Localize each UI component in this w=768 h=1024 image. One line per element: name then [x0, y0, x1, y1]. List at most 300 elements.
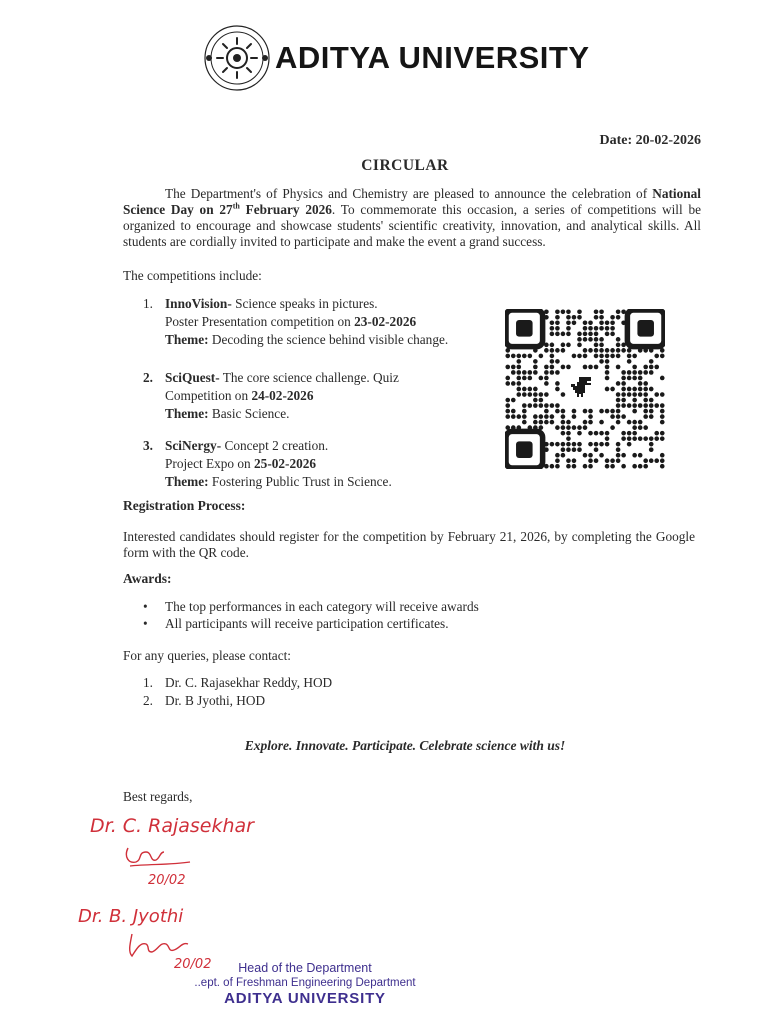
- qr-module: [627, 442, 632, 447]
- qr-module: [605, 436, 610, 441]
- qr-module: [599, 442, 604, 447]
- qr-module: [616, 458, 621, 463]
- qr-module: [577, 343, 582, 348]
- qr-module: [555, 348, 560, 353]
- qr-module: [561, 348, 566, 353]
- qr-module: [621, 392, 626, 397]
- qr-module: [566, 320, 571, 325]
- qr-module: [555, 409, 560, 414]
- qr-module: [588, 431, 593, 436]
- qr-module: [544, 365, 549, 370]
- competition-item: 2. SciQuest- The core science challenge. Quiz Competition on 24-02-2026 Theme: Basic Science.: [143, 370, 399, 421]
- qr-module: [572, 464, 577, 469]
- closing-regards: Best regards,: [123, 789, 193, 804]
- qr-module: [577, 332, 582, 337]
- qr-module: [555, 326, 560, 331]
- qr-module: [594, 447, 599, 452]
- qr-module: [561, 365, 566, 370]
- handwritten-signatures: [70, 808, 370, 978]
- qr-module: [605, 348, 610, 353]
- qr-module: [533, 403, 538, 408]
- qr-module: [605, 354, 610, 359]
- qr-module: [561, 453, 566, 458]
- qr-module: [566, 458, 571, 463]
- qr-module: [550, 464, 555, 469]
- qr-module: [638, 420, 643, 425]
- qr-module: [544, 392, 549, 397]
- qr-module: [583, 320, 588, 325]
- qr-module: [643, 403, 648, 408]
- qr-module: [588, 442, 593, 447]
- qr-module: [561, 414, 566, 419]
- qr-module: [511, 365, 516, 370]
- qr-module: [588, 453, 593, 458]
- qr-module: [505, 354, 510, 359]
- qr-module: [516, 376, 521, 381]
- competition-item: 3. SciNergy- Concept 2 creation. Project Expo on 25-02-2026 Theme: Fostering Public Trust in Science.: [143, 438, 392, 489]
- qr-module: [610, 425, 615, 430]
- qr-module: [627, 436, 632, 441]
- qr-module: [643, 464, 648, 469]
- qr-module: [632, 453, 637, 458]
- qr-module: [621, 370, 626, 375]
- qr-module: [528, 392, 533, 397]
- qr-module: [654, 431, 659, 436]
- qr-module: [505, 381, 510, 386]
- qr-module: [638, 387, 643, 392]
- qr-module: [605, 464, 610, 469]
- circular-date: Date: 20-02-2026: [599, 133, 701, 148]
- qr-module: [621, 348, 626, 353]
- qr-module: [610, 315, 615, 320]
- qr-module: [522, 409, 527, 414]
- qr-module: [616, 442, 621, 447]
- qr-module: [610, 332, 615, 337]
- qr-module: [643, 409, 648, 414]
- queries-intro: For any queries, please contact:: [123, 648, 291, 663]
- qr-module: [610, 409, 615, 414]
- qr-module: [522, 403, 527, 408]
- qr-module: [528, 354, 533, 359]
- qr-module: [643, 458, 648, 463]
- qr-module: [643, 365, 648, 370]
- qr-module: [660, 392, 665, 397]
- qr-module: [594, 326, 599, 331]
- qr-module: [572, 315, 577, 320]
- qr-module: [566, 442, 571, 447]
- qr-module: [588, 326, 593, 331]
- qr-module: [599, 354, 604, 359]
- qr-module: [555, 403, 560, 408]
- qr-module: [583, 354, 588, 359]
- qr-module: [627, 370, 632, 375]
- page-title: CIRCULAR: [361, 157, 449, 174]
- qr-module: [566, 436, 571, 441]
- qr-module: [605, 365, 610, 370]
- qr-module: [572, 409, 577, 414]
- qr-module: [516, 381, 521, 386]
- qr-module: [555, 442, 560, 447]
- qr-module: [660, 376, 665, 381]
- qr-module: [649, 398, 654, 403]
- qr-module: [566, 326, 571, 331]
- qr-module: [632, 370, 637, 375]
- qr-module: [550, 359, 555, 364]
- qr-module: [632, 398, 637, 403]
- qr-module: [511, 398, 516, 403]
- qr-module: [605, 442, 610, 447]
- qr-module: [511, 354, 516, 359]
- qr-module: [550, 343, 555, 348]
- qr-module: [577, 315, 582, 320]
- qr-module: [566, 425, 571, 430]
- qr-module: [588, 464, 593, 469]
- qr-module: [572, 447, 577, 452]
- qr-module: [616, 420, 621, 425]
- qr-module: [599, 309, 604, 314]
- qr-module: [616, 398, 621, 403]
- qr-module: [572, 442, 577, 447]
- qr-module: [649, 387, 654, 392]
- contact-list: [143, 674, 332, 710]
- qr-module: [566, 420, 571, 425]
- qr-module: [561, 431, 566, 436]
- qr-module: [605, 359, 610, 364]
- qr-module: [572, 414, 577, 419]
- qr-module: [577, 425, 582, 430]
- qr-module: [616, 392, 621, 397]
- qr-module: [616, 348, 621, 353]
- qr-module: [621, 376, 626, 381]
- registration-text: Interested candidates should register for the competition by February 21, 2026, by completing the Google form with the QR code.: [123, 529, 695, 560]
- qr-module: [660, 414, 665, 419]
- qr-module: [555, 370, 560, 375]
- qr-module: [643, 392, 648, 397]
- qr-module: [566, 431, 571, 436]
- qr-module: [539, 354, 544, 359]
- qr-module: [594, 348, 599, 353]
- qr-module: [660, 453, 665, 458]
- qr-module: [533, 392, 538, 397]
- qr-module: [555, 309, 560, 314]
- qr-module: [561, 447, 566, 452]
- list-item: • The top performances in each category will receive awards: [143, 599, 479, 614]
- qr-module: [627, 431, 632, 436]
- qr-module: [638, 403, 643, 408]
- qr-module: [643, 398, 648, 403]
- qr-module: [638, 381, 643, 386]
- qr-module: [610, 458, 615, 463]
- qr-module: [566, 343, 571, 348]
- qr-module: [610, 387, 615, 392]
- qr-module: [528, 376, 533, 381]
- qr-module: [588, 420, 593, 425]
- qr-module: [544, 409, 549, 414]
- qr-finder-center: [516, 320, 533, 337]
- qr-module: [616, 337, 621, 342]
- qr-module: [577, 447, 582, 452]
- qr-module: [522, 354, 527, 359]
- list-item: 1. Dr. C. Rajasekhar Reddy, HOD: [143, 675, 333, 690]
- qr-module: [638, 453, 643, 458]
- qr-module: [599, 315, 604, 320]
- qr-module: [533, 359, 538, 364]
- qr-module: [577, 431, 582, 436]
- qr-module: [605, 376, 610, 381]
- qr-module: [643, 387, 648, 392]
- qr-module: [594, 431, 599, 436]
- qr-module: [550, 332, 555, 337]
- qr-module: [561, 392, 566, 397]
- qr-module: [621, 453, 626, 458]
- qr-module: [516, 387, 521, 392]
- signature-1-name: Dr. C. Rajasekhar: [90, 815, 254, 837]
- qr-module: [616, 354, 621, 359]
- qr-module: [544, 403, 549, 408]
- qr-module: [505, 376, 510, 381]
- qr-module: [649, 365, 654, 370]
- qr-module: [577, 442, 582, 447]
- qr-module: [550, 414, 555, 419]
- qr-module: [555, 381, 560, 386]
- qr-module: [528, 403, 533, 408]
- qr-module: [539, 376, 544, 381]
- qr-module: [649, 458, 654, 463]
- qr-module: [643, 381, 648, 386]
- qr-module: [610, 354, 615, 359]
- qr-module: [505, 414, 510, 419]
- qr-module: [638, 392, 643, 397]
- qr-module: [539, 403, 544, 408]
- qr-module: [511, 381, 516, 386]
- qr-module: [599, 409, 604, 414]
- qr-module: [649, 414, 654, 419]
- qr-module: [649, 359, 654, 364]
- qr-module: [616, 315, 621, 320]
- qr-module: [539, 414, 544, 419]
- qr-module: [583, 420, 588, 425]
- qr-module: [561, 343, 566, 348]
- qr-module: [616, 309, 621, 314]
- qr-module: [566, 309, 571, 314]
- qr-module: [632, 392, 637, 397]
- qr-module: [516, 359, 521, 364]
- qr-module: [588, 409, 593, 414]
- qr-module: [566, 447, 571, 452]
- awards-list: [143, 598, 479, 632]
- list-item: • All participants will receive participation certificates.: [143, 616, 449, 631]
- qr-module: [522, 414, 527, 419]
- qr-module: [588, 365, 593, 370]
- qr-module: [632, 403, 637, 408]
- qr-module: [528, 370, 533, 375]
- qr-module: [649, 370, 654, 375]
- qr-module: [632, 436, 637, 441]
- qr-module: [599, 453, 604, 458]
- qr-module: [599, 348, 604, 353]
- qr-module: [566, 315, 571, 320]
- qr-module: [550, 370, 555, 375]
- qr-finder-center: [637, 320, 654, 337]
- qr-module: [522, 376, 527, 381]
- signature-2-date: 20/02: [174, 957, 212, 972]
- qr-module: [561, 409, 566, 414]
- qr-module: [632, 464, 637, 469]
- qr-module: [654, 436, 659, 441]
- qr-module: [544, 376, 549, 381]
- qr-module: [511, 370, 516, 375]
- qr-module: [638, 370, 643, 375]
- qr-module: [616, 365, 621, 370]
- qr-module: [621, 398, 626, 403]
- qr-module: [561, 309, 566, 314]
- qr-module: [505, 365, 510, 370]
- qr-module: [610, 326, 615, 331]
- qr-module: [616, 381, 621, 386]
- qr-module: [550, 365, 555, 370]
- qr-module: [561, 332, 566, 337]
- qr-module: [660, 458, 665, 463]
- qr-module: [643, 436, 648, 441]
- qr-module: [638, 376, 643, 381]
- qr-module: [632, 387, 637, 392]
- qr-module: [605, 458, 610, 463]
- qr-module: [505, 403, 510, 408]
- qr-module: [583, 453, 588, 458]
- qr-module: [522, 420, 527, 425]
- qr-module: [643, 425, 648, 430]
- qr-module: [599, 359, 604, 364]
- qr-module: [572, 320, 577, 325]
- qr-module: [588, 458, 593, 463]
- qr-module: [632, 409, 637, 414]
- qr-module: [599, 420, 604, 425]
- qr-module: [555, 315, 560, 320]
- qr-module: [627, 387, 632, 392]
- qr-module: [627, 420, 632, 425]
- qr-module: [599, 337, 604, 342]
- qr-module: [638, 425, 643, 430]
- qr-module: [649, 436, 654, 441]
- qr-module: [528, 387, 533, 392]
- qr-module: [605, 320, 610, 325]
- intro-paragraph: The Department's of Physics and Chemistry are pleased to announce the celebration of National Science Day on 27th February 2026. To commemorate this occasion, a series of competitions will be organized to encourage and showcase students' scientific creativity, innovation, and analytical skills. All students are cordially invited to participate and make the event a grand success.: [123, 186, 701, 249]
- qr-module: [544, 348, 549, 353]
- qr-module: [649, 447, 654, 452]
- qr-module: [555, 359, 560, 364]
- qr-module: [621, 431, 626, 436]
- qr-module: [594, 442, 599, 447]
- signature-1-date: 20/02: [148, 873, 186, 888]
- qr-module: [588, 332, 593, 337]
- qr-module: [632, 354, 637, 359]
- university-logo-icon: [203, 24, 271, 92]
- qr-module: [654, 365, 659, 370]
- qr-module: [643, 370, 648, 375]
- university-name: ADITYA UNIVERSITY: [275, 40, 590, 75]
- qr-module: [555, 387, 560, 392]
- qr-module: [583, 332, 588, 337]
- qr-module: [610, 414, 615, 419]
- qr-module: [610, 464, 615, 469]
- department-stamp: Head of the Department ..ept. of Freshman Engineering Department ADITYA UNIVERSITY: [194, 961, 416, 1007]
- qr-module: [605, 387, 610, 392]
- qr-module: [511, 414, 516, 419]
- qr-module: [605, 326, 610, 331]
- qr-module: [605, 431, 610, 436]
- qr-module: [660, 420, 665, 425]
- qr-module: [550, 348, 555, 353]
- qr-module: [594, 309, 599, 314]
- qr-module: [616, 447, 621, 452]
- competition-item: 1. InnoVision- Science speaks in pictures. Poster Presentation competition on 23-02-2026 Theme: Decoding the science behind visible change.: [143, 296, 449, 347]
- qr-finder-center: [516, 441, 533, 458]
- qr-module: [533, 398, 538, 403]
- qr-module: [632, 365, 637, 370]
- qr-module: [583, 409, 588, 414]
- event-tagline: Explore. Innovate. Participate. Celebrate science with us!: [244, 738, 566, 753]
- qr-module: [621, 381, 626, 386]
- qr-module: [544, 370, 549, 375]
- qr-module: [599, 320, 604, 325]
- qr-module: [572, 458, 577, 463]
- registration-heading: Registration Process:: [123, 498, 246, 513]
- qr-module: [610, 320, 615, 325]
- qr-module: [583, 348, 588, 353]
- qr-module: [605, 332, 610, 337]
- qr-module: [621, 403, 626, 408]
- qr-module: [505, 409, 510, 414]
- registration-qr-code-icon[interactable]: [505, 309, 665, 469]
- competitions-intro: The competitions include:: [123, 268, 262, 283]
- qr-module: [583, 365, 588, 370]
- qr-module: [627, 354, 632, 359]
- qr-module: [561, 442, 566, 447]
- qr-module: [627, 359, 632, 364]
- qr-module: [555, 425, 560, 430]
- qr-module: [516, 365, 521, 370]
- qr-module: [588, 414, 593, 419]
- qr-module: [649, 442, 654, 447]
- qr-module: [594, 337, 599, 342]
- qr-module: [627, 376, 632, 381]
- qr-module: [577, 309, 582, 314]
- qr-module: [544, 420, 549, 425]
- qr-module: [654, 458, 659, 463]
- signature-2-scribble: [130, 934, 188, 956]
- qr-module: [555, 458, 560, 463]
- qr-module: [555, 320, 560, 325]
- qr-module: [588, 337, 593, 342]
- qr-module: [632, 425, 637, 430]
- qr-module: [555, 453, 560, 458]
- qr-module: [533, 370, 538, 375]
- qr-module: [550, 403, 555, 408]
- qr-module: [599, 431, 604, 436]
- qr-module: [632, 431, 637, 436]
- qr-module: [654, 354, 659, 359]
- qr-module: [511, 409, 516, 414]
- qr-module: [616, 403, 621, 408]
- qr-module: [621, 436, 626, 441]
- qr-module: [577, 354, 582, 359]
- qr-module: [610, 348, 615, 353]
- qr-module: [550, 320, 555, 325]
- qr-module: [594, 365, 599, 370]
- qr-module: [533, 420, 538, 425]
- qr-module: [539, 398, 544, 403]
- qr-module: [539, 420, 544, 425]
